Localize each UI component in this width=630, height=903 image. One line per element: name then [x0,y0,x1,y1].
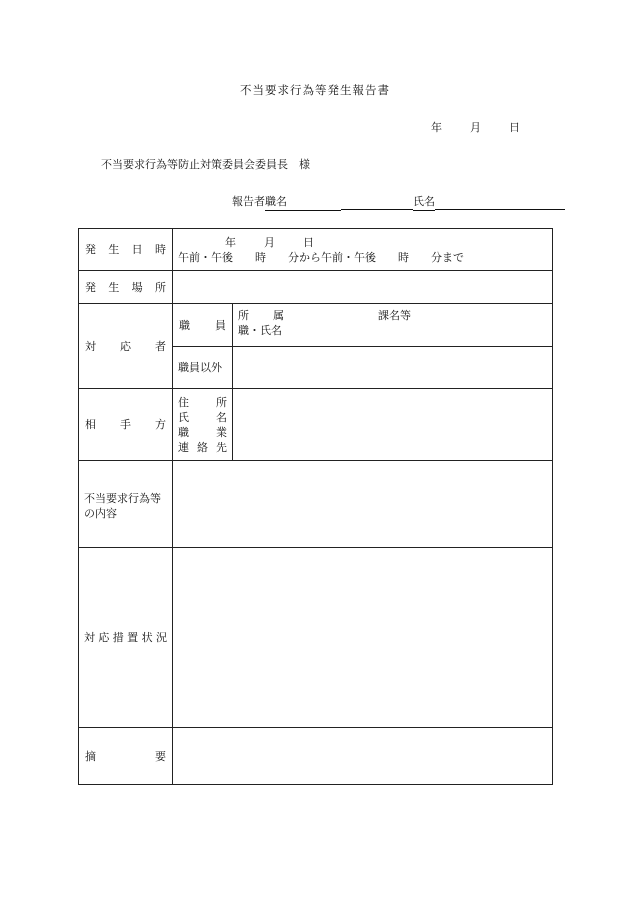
occurrence-datetime-label-char: 日 [131,243,143,256]
counterpart-field-label-3 [178,440,227,455]
responder-label-char: 応 [120,339,131,353]
staff-field[interactable] [233,304,553,347]
staff-line2 [233,323,552,338]
counterpart-label-char: 方 [155,418,166,431]
responder-label-char: 対 [85,339,96,353]
place-label-cell [79,271,173,304]
nonstaff-field[interactable] [233,347,553,389]
dt-hour2: 時 [398,250,409,264]
datetime-line2 [173,250,552,265]
row-content [79,461,553,548]
measures-label-char: 応 [98,631,110,644]
nonstaff-label: 職員以外 [178,361,222,374]
dt-ampm1: 午前・午後 [178,250,233,264]
summary-label-char: 摘 [85,749,96,763]
summary-label-cell [79,728,173,785]
measures-label-char: 況 [155,631,167,644]
counterpart-label [79,417,172,432]
counterpart-field-char: 氏 [178,410,189,424]
staff-label-cell [173,304,233,347]
counterpart-field-label-1 [178,410,227,425]
summary-label [79,749,172,764]
counterpart-label-char: 手 [120,418,131,431]
occurrence-datetime-label [79,242,172,257]
measures-label-char: 措 [112,631,124,644]
responder-label-cell [79,304,173,389]
date-month-label: 月 [470,121,481,134]
reporter-name-field[interactable] [413,193,435,211]
measures-label-cell [79,548,173,728]
counterpart-field-char: 絡 [197,440,208,454]
place-label-char: 所 [154,280,166,294]
dt-hour1: 時 [255,250,266,264]
counterpart-label-cell [79,389,173,461]
counterpart-field-char: 住 [178,395,189,409]
responder-label-char: 者 [155,339,166,353]
counterpart-field-char: 先 [216,440,227,454]
reporter-line [232,193,565,211]
content-field[interactable] [173,461,553,548]
addressee: 不当要求行為等防止対策委員会委員長 様 [101,158,310,171]
reporter-name-label: 氏名 [413,195,435,208]
counterpart-field-char: 名 [216,410,227,424]
row-occurrence-datetime [79,229,553,271]
counterpart-field-label-2 [178,425,227,440]
counterpart-fields-cell [173,389,233,461]
reporter-position-label: 職名 [265,195,287,208]
row-measures [79,548,553,728]
affiliation-label-char: 属 [273,309,284,322]
section-label: 課名等 [378,309,411,322]
row-place [79,271,553,304]
content-label-cell [79,461,173,548]
counterpart-label-char: 相 [85,418,96,431]
place-label-char: 場 [131,280,143,294]
report-form-table [78,228,553,785]
counterpart-field-char: 職 [178,425,189,439]
staff-label [173,318,232,333]
place-label [79,280,172,295]
responder-label [79,339,172,354]
nonstaff-label-cell [173,347,233,389]
document-title: 不当要求行為等発生報告書 [240,83,390,97]
measures-label [79,630,172,645]
reporter-name-blank[interactable] [435,195,565,210]
counterpart-field-char: 所 [216,395,227,409]
reporter-position-field[interactable] [265,193,341,211]
date-day-label: 日 [509,121,520,134]
place-label-char: 発 [85,280,96,294]
staff-label-char: 員 [215,318,226,332]
measures-field[interactable] [173,548,553,728]
content-label-line1: 不当要求行為等 [84,492,161,505]
place-field[interactable] [173,271,553,304]
row-summary [79,728,553,785]
dt-min-to: 分まで [431,250,464,264]
dt-min-from: 分から午前・午後 [288,250,376,264]
occurrence-datetime-label-char: 発 [85,243,96,256]
staff-label-char: 職 [179,318,190,332]
affiliation-label-char: 所 [238,309,249,322]
dt-day: 日 [303,235,314,249]
row-responder-staff [79,304,553,347]
staff-line1 [233,308,552,323]
place-label-char: 生 [108,280,120,294]
affiliation-label [238,308,284,323]
measures-label-char: 置 [127,631,139,644]
position-name-label: 職・氏名 [238,324,282,337]
measures-label-char: 状 [141,631,153,644]
counterpart-field-label-0 [178,395,227,410]
dt-year: 年 [225,235,236,249]
report-date [431,119,520,135]
reporter-position-blank[interactable] [341,195,413,210]
occurrence-datetime-label-char: 生 [108,243,120,256]
occurrence-datetime-label-cell [79,229,173,271]
occurrence-datetime-field[interactable] [173,229,553,271]
reporter-label: 報告者 [232,195,265,208]
counterpart-field-char: 業 [216,425,227,439]
occurrence-datetime-label-char: 時 [154,243,166,256]
summary-field[interactable] [173,728,553,785]
counterpart-field-labels [173,393,232,457]
summary-label-char: 要 [155,749,166,763]
dt-month: 月 [264,235,275,249]
measures-label-char: 対 [84,631,95,644]
content-label-line2: の内容 [84,507,117,520]
counterpart-field[interactable] [233,389,553,461]
row-counterpart [79,389,553,461]
counterpart-field-char: 連 [178,440,189,454]
date-year-label: 年 [431,121,442,134]
datetime-line1 [173,235,552,250]
